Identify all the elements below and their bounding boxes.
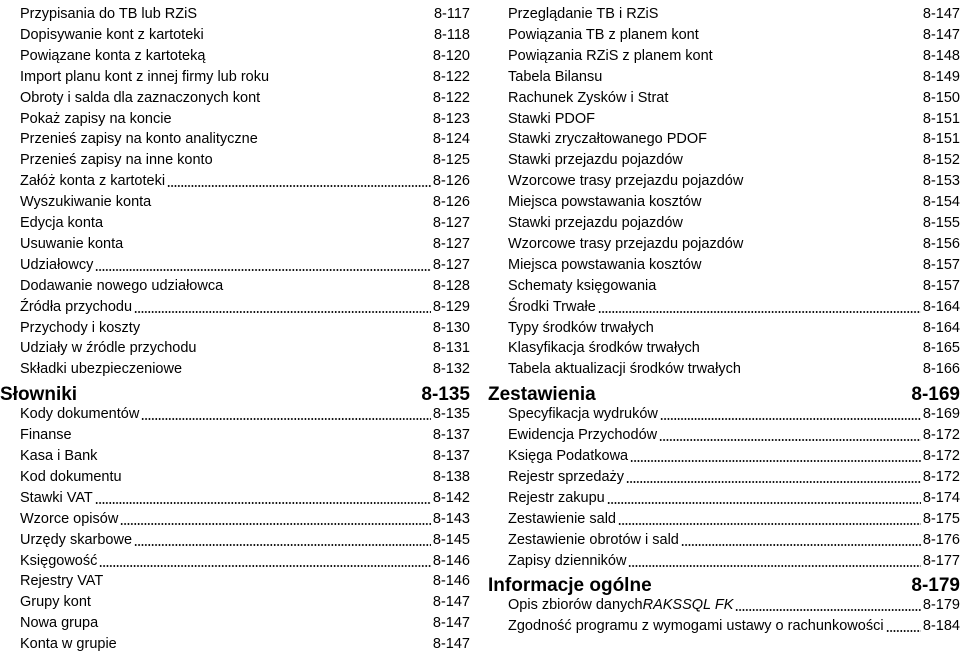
toc-entry-title: Stawki zryczałtowanego PDOF — [508, 131, 708, 148]
toc-entry[interactable] — [0, 509, 470, 530]
toc-entry-title: Przychody i koszty — [20, 319, 141, 336]
toc-entry-title: Przenieś zapisy na inne konto — [20, 152, 213, 169]
toc-entry[interactable] — [488, 595, 960, 616]
toc-entry[interactable] — [488, 297, 960, 318]
toc-entry-title: Załóż konta z kartoteki — [20, 173, 166, 190]
toc-entry[interactable] — [0, 488, 470, 509]
toc-entry[interactable] — [0, 192, 470, 213]
toc-entry[interactable] — [0, 255, 470, 276]
toc-entry-title: Informacje ogólne — [488, 575, 652, 597]
toc-entry[interactable] — [0, 359, 470, 380]
toc-page-number: 8-122 — [432, 68, 470, 85]
toc-page-number: 8-165 — [922, 340, 960, 357]
toc-page-number: 8-172 — [922, 468, 960, 485]
toc-entry[interactable] — [0, 613, 470, 634]
toc-page-number: 8-151 — [922, 110, 960, 127]
toc-page-number: 8-135 — [421, 384, 470, 406]
toc-page-number: 8-177 — [922, 552, 960, 569]
toc-entry-title: Źródła przychodu — [20, 298, 133, 315]
toc-page-number: 8-122 — [432, 89, 470, 106]
toc-entry[interactable] — [0, 171, 470, 192]
dot-leader — [626, 481, 921, 483]
toc-entry-title: Stawki PDOF — [508, 110, 596, 127]
toc-entry[interactable] — [488, 255, 960, 276]
toc-entry[interactable] — [488, 488, 960, 509]
dot-leader — [618, 523, 921, 525]
toc-entry[interactable] — [488, 530, 960, 551]
toc-entry[interactable] — [488, 46, 960, 67]
toc-page-number: 8-164 — [922, 319, 960, 336]
toc-entry-title: Przypisania do TB lub RZiS — [20, 6, 198, 22]
toc-entry[interactable] — [488, 425, 960, 446]
toc-page-number: 8-125 — [432, 152, 470, 169]
dot-leader — [607, 502, 921, 504]
toc-page-number: 8-152 — [922, 152, 960, 169]
toc-entry[interactable] — [488, 616, 960, 637]
toc-page-number: 8-157 — [922, 277, 960, 294]
toc-entry-title: Rachunek Zysków i Strat — [508, 89, 669, 106]
toc-entry[interactable] — [488, 213, 960, 234]
toc-entry-title: Środki Trwałe — [508, 298, 596, 315]
toc-entry-title: Urzędy skarbowe — [20, 531, 133, 548]
toc-page-number: 8-155 — [922, 215, 960, 231]
toc-page-number: 8-166 — [922, 361, 960, 378]
toc-page-number: 8-151 — [922, 131, 960, 148]
toc-entry[interactable] — [488, 404, 960, 425]
toc-page-number: 8-147 — [922, 6, 960, 22]
toc-page-number: 8-127 — [432, 256, 470, 273]
toc-page-number: 8-130 — [432, 319, 470, 336]
toc-entry-title: Dodawanie nowego udziałowca — [20, 277, 224, 294]
toc-page-number: 8-175 — [922, 510, 960, 527]
toc-entry[interactable] — [0, 592, 470, 613]
dot-leader — [134, 311, 431, 313]
toc-entry[interactable] — [488, 338, 960, 359]
toc-entry[interactable] — [0, 297, 470, 318]
toc-page-number: 8-145 — [432, 531, 470, 548]
toc-entry-title: Klasyfikacja środków trwałych — [508, 340, 700, 357]
toc-entry-title: Wzorcowe trasy przejazdu pojazdów — [508, 235, 744, 252]
toc-page-number: 8-146 — [432, 552, 470, 569]
toc-page-number: 8-126 — [432, 194, 470, 211]
toc-page-number: 8-147 — [922, 26, 960, 43]
toc-page-number: 8-142 — [432, 489, 470, 506]
toc-entry-title: Zestawienie sald — [508, 510, 616, 527]
toc-entry-title: Specyfikacja wydruków — [508, 406, 658, 423]
toc-entry-title: Udziałowcy — [20, 256, 94, 273]
toc-entry[interactable] — [488, 359, 960, 380]
dot-leader — [120, 523, 431, 525]
toc-entry[interactable] — [0, 338, 470, 359]
toc-entry-title: Stawki przejazdu pojazdów — [508, 152, 683, 169]
dot-leader — [99, 565, 431, 567]
toc-entry-title: Składki ubezpieczeniowe — [20, 361, 183, 378]
toc-page-number: 8-127 — [432, 235, 470, 252]
toc-entry[interactable] — [0, 109, 470, 130]
dot-leader — [681, 544, 921, 546]
toc-entry[interactable] — [488, 109, 960, 130]
toc-entry-title: Wzorcowe trasy przejazdu pojazdów — [508, 173, 744, 190]
toc-entry[interactable] — [0, 234, 470, 255]
toc-entry-title: Pokaż zapisy na koncie — [20, 110, 172, 127]
toc-entry[interactable] — [0, 4, 470, 25]
toc-entry[interactable] — [0, 404, 470, 425]
toc-page-number: 8-137 — [432, 448, 470, 464]
toc-page-number: 8-147 — [432, 594, 470, 611]
toc-page-number: 8-124 — [432, 131, 470, 148]
toc-entry-title: Dopisywanie kont z kartoteki — [20, 26, 204, 43]
toc-entry-title: Miejsca powstawania kosztów — [508, 256, 702, 273]
toc-entry[interactable] — [0, 551, 470, 572]
toc-entry-title: Ewidencja Przychodów — [508, 427, 658, 444]
toc-entry-title: Powiązane konta z kartoteką — [20, 47, 206, 64]
toc-page-number: 8-179 — [911, 575, 960, 597]
toc-entry[interactable] — [488, 509, 960, 530]
toc-page-number: 8-147 — [432, 636, 470, 653]
toc-entry-title: Kod dokumentu — [20, 468, 122, 485]
toc-page-number: 8-118 — [433, 26, 470, 43]
toc-page-number: 8-149 — [922, 68, 960, 85]
toc-entry-title: Rejestry VAT — [20, 573, 104, 590]
toc-entry[interactable] — [0, 318, 470, 339]
toc-page-number: 8-135 — [432, 406, 470, 423]
toc-page-number: 8-127 — [432, 215, 470, 231]
dot-leader — [141, 418, 431, 420]
toc-entry[interactable] — [488, 150, 960, 171]
dot-leader — [630, 460, 921, 462]
dot-leader — [628, 565, 920, 567]
toc-entry-title: Rejestr zakupu — [508, 489, 605, 506]
toc-entry-title: Typy środków trwałych — [508, 319, 654, 336]
toc-page-number: 8-150 — [922, 89, 960, 106]
toc-page-number: 8-146 — [432, 573, 470, 590]
toc-entry[interactable] — [488, 129, 960, 150]
toc-entry-title: Stawki VAT — [20, 489, 93, 506]
toc-page-number: 8-128 — [432, 277, 470, 294]
toc-entry-title: Zestawienia — [488, 384, 596, 406]
toc-entry-title: Usuwanie konta — [20, 235, 124, 252]
toc-page-number: 8-123 — [432, 110, 470, 127]
dot-leader — [95, 502, 431, 504]
toc-entry[interactable] — [0, 129, 470, 150]
toc-entry-title: Przeglądanie TB i RZiS — [508, 6, 659, 22]
toc-page-number: 8-176 — [922, 531, 960, 548]
toc-entry-title: Tabela Bilansu — [508, 68, 603, 85]
toc-entry[interactable] — [488, 551, 960, 572]
toc-entry[interactable] — [0, 446, 470, 467]
toc-page-number: 8-132 — [432, 361, 470, 378]
dot-leader — [95, 269, 431, 271]
toc-page-number: 8-148 — [922, 47, 960, 64]
toc-entry[interactable] — [488, 67, 960, 88]
toc-entry[interactable] — [0, 150, 470, 171]
dot-leader — [886, 630, 921, 632]
toc-page-number: 8-126 — [432, 173, 470, 190]
toc-entry-title: Powiązania RZiS z planem kont — [508, 47, 713, 64]
toc-entry-title: Nowa grupa — [20, 615, 99, 632]
toc-entry-title: Udziały w źródle przychodu — [20, 340, 197, 357]
toc-page-number: 8-137 — [432, 427, 470, 444]
toc-entry[interactable] — [0, 88, 470, 109]
toc-entry-title: Wyszukiwanie konta — [20, 194, 152, 211]
toc-entry-title: Finanse — [20, 427, 72, 444]
toc-page-number: 8-138 — [432, 468, 470, 485]
toc-entry-title: Zapisy dzienników — [508, 552, 627, 569]
toc-entry-title: Zgodność programu z wymogami ustawy o rachunkowości — [508, 618, 884, 635]
toc-entry[interactable] — [0, 213, 470, 234]
toc-entry[interactable] — [488, 171, 960, 192]
toc-entry[interactable] — [488, 446, 960, 467]
toc-entry-title: Kody dokumentów — [20, 406, 140, 423]
toc-entry[interactable] — [0, 530, 470, 551]
toc-page-number: 8-172 — [922, 427, 960, 444]
toc-page-number: 8-154 — [922, 194, 960, 211]
toc-entry-title: Tabela aktualizacji środków trwałych — [508, 361, 741, 378]
toc-entry-title: Grupy kont — [20, 594, 91, 611]
toc-entry[interactable] — [0, 425, 470, 446]
toc-entry-title: Schematy księgowania — [508, 277, 657, 294]
toc-entry-title: Słowniki — [0, 384, 78, 406]
toc-entry[interactable] — [488, 234, 960, 255]
toc-page-number: 8-169 — [911, 384, 960, 406]
toc-entry-title: Księgowość — [20, 552, 98, 569]
toc-entry-title: Import planu kont z innej firmy lub roku — [20, 68, 270, 85]
toc-entry-title: Powiązania TB z planem kont — [508, 26, 699, 43]
dot-leader — [167, 185, 431, 187]
toc-page-number: 8-131 — [432, 340, 470, 357]
toc-entry-title: Miejsca powstawania kosztów — [508, 194, 702, 211]
toc-entry[interactable] — [488, 318, 960, 339]
toc-page-number: 8-179 — [922, 597, 960, 614]
toc-page-number: 8-120 — [432, 47, 470, 64]
toc-entry[interactable] — [488, 467, 960, 488]
toc-entry-title: Zestawienie obrotów i sald — [508, 531, 679, 548]
toc-page-number: 8-153 — [922, 173, 960, 190]
toc-entry[interactable] — [0, 46, 470, 67]
dot-leader — [660, 418, 921, 420]
toc-page-number: 8-156 — [922, 235, 960, 252]
toc-entry-title: Opis zbiorów danych — [508, 597, 643, 614]
toc-entry-title-italic: RAKSSQL FK — [642, 597, 734, 614]
toc-page-number: 8-169 — [922, 406, 960, 423]
toc-entry[interactable] — [0, 634, 470, 655]
dot-leader — [134, 544, 431, 546]
toc-entry-title: Wzorce opisów — [20, 510, 119, 527]
toc-page-number: 8-174 — [922, 489, 960, 506]
dot-leader — [598, 311, 921, 313]
toc-entry-title: Stawki przejazdu pojazdów — [508, 215, 683, 231]
toc-entry[interactable] — [488, 276, 960, 297]
toc-entry-title: Obroty i salda dla zaznaczonych kont — [20, 89, 261, 106]
toc-entry[interactable] — [488, 192, 960, 213]
toc-entry-title: Kasa i Bank — [20, 448, 98, 464]
toc-page-number: 8-129 — [432, 298, 470, 315]
toc-page-number: 8-184 — [922, 618, 960, 635]
toc-entry[interactable] — [0, 467, 470, 488]
toc-page-number: 8-117 — [433, 6, 470, 22]
toc-entry[interactable] — [0, 571, 470, 592]
toc-entry-title: Księga Podatkowa — [508, 448, 629, 464]
toc-entry[interactable] — [0, 67, 470, 88]
toc-page-number: 8-147 — [432, 615, 470, 632]
toc-page-number: 8-172 — [922, 448, 960, 464]
toc-entry[interactable] — [488, 4, 960, 25]
dot-leader — [659, 439, 921, 441]
toc-entry[interactable] — [488, 88, 960, 109]
toc-entry[interactable] — [488, 25, 960, 46]
toc-entry-title: Konta w grupie — [20, 636, 117, 653]
toc-entry-title: Edycja konta — [20, 215, 104, 231]
toc-page-number: 8-164 — [922, 298, 960, 315]
toc-entry[interactable] — [0, 25, 470, 46]
toc-entry-title: Przenieś zapisy na konto analityczne — [20, 131, 258, 148]
toc-page-number: 8-157 — [922, 256, 960, 273]
toc-entry-title: Rejestr sprzedaży — [508, 468, 625, 485]
toc-page-number: 8-143 — [432, 510, 470, 527]
dot-leader — [735, 609, 921, 611]
toc-entry[interactable] — [0, 276, 470, 297]
